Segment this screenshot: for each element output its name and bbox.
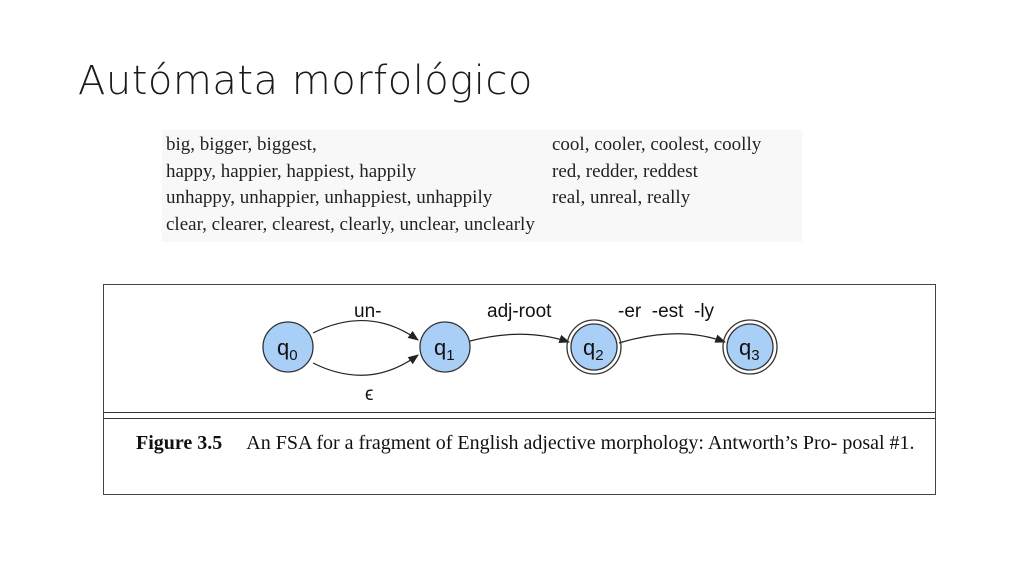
svg-text:q3: $q_3$ [739, 335, 760, 364]
edge-adj-root [470, 334, 569, 342]
edge-epsilon [313, 355, 418, 375]
edge-label-suffixes: -er -est -ly [618, 301, 715, 322]
figure-box [103, 284, 936, 495]
svg-text:q0: $q_0$ [277, 335, 298, 364]
example-line: red, redder, reddest [552, 160, 698, 182]
svg-text:q2: $q_2$ [583, 335, 604, 364]
adjective-examples [162, 130, 802, 242]
figure-caption-text: An FSA for a fragment of English adjective morphology: Antworth’s Pro- posal #1. [246, 432, 915, 454]
figure-label: Figure 3.5 [136, 432, 223, 454]
example-line: happy, happier, happiest, happily [166, 160, 417, 182]
example-line: clear, clearer, clearest, clearly, unclear, unclearly [166, 213, 535, 235]
examples-left-column [166, 132, 535, 238]
example-line: big, bigger, biggest, [166, 134, 317, 155]
caption-divider-bottom [104, 418, 935, 419]
edge-label-un: un- [354, 301, 382, 322]
state-q3-final [723, 320, 777, 374]
figure-caption [136, 431, 926, 456]
state-q1 [420, 322, 470, 372]
fsa-diagram [104, 285, 935, 412]
slide-title: Autómata morfológico [78, 58, 533, 104]
examples-right-column [552, 132, 761, 212]
example-line: real, unreal, really [552, 187, 691, 208]
state-q2-final [567, 320, 621, 374]
example-line: unhappy, unhappier, unhappiest, unhappily [166, 187, 493, 208]
example-line: cool, cooler, coolest, coolly [552, 134, 762, 155]
edge-suffixes [619, 334, 725, 343]
svg-text:q1: $q_1$ [434, 335, 455, 364]
edge-label-adj-root: adj-root [487, 301, 552, 322]
edge-un [313, 321, 418, 340]
state-q0 [263, 322, 313, 372]
edge-label-epsilon: ϵ [365, 384, 374, 405]
caption-divider-top [104, 412, 935, 413]
